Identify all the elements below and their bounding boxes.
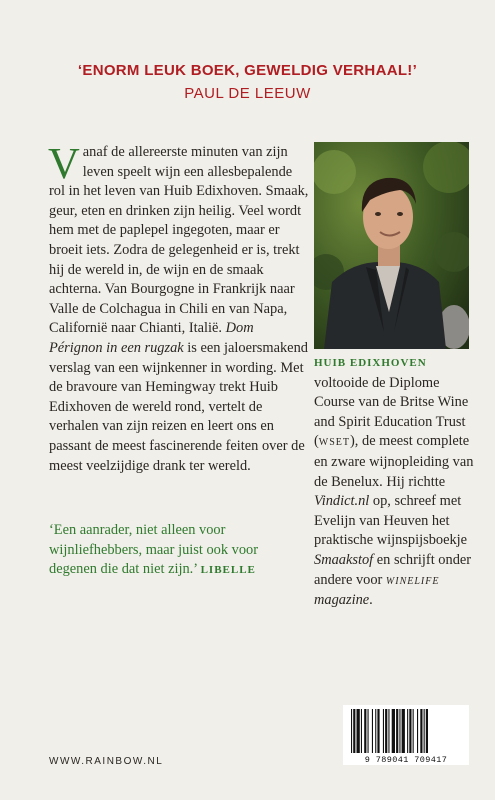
description-part-2: is een jaloersmakend verslag van een wijnkenner in wording. Met de bravoure van Hemingway trekt Huib Edixhoven de wereld rond, vertelt de verhalen van zijn reizen en leert ons en passant de meest fascinerende feiten over de meest veelzijdige drank ter wereld.: [49, 339, 308, 474]
magazine-name: WINELIFE: [385, 575, 440, 587]
isbn-barcode: [343, 705, 469, 765]
drop-cap: V: [48, 139, 80, 188]
website-name: Vindict.nl: [314, 493, 370, 510]
author-portrait-illustration: [314, 142, 469, 349]
author-bio: [314, 353, 474, 611]
booklet-title: Smaakstof: [314, 551, 374, 568]
blurb-text: ‘Een aanrader, niet alleen voor wijnliefhebbers, maar juist ook voor degenen die dat niet zijn.’: [49, 522, 259, 578]
magazine-suffix: magazine: [314, 592, 370, 609]
blurb-source: LIBELLE: [200, 564, 256, 577]
publisher-url: WWW.RAINBOW.NL: [49, 756, 164, 767]
description-part-1: anaf de allereerste minuten van zijn leven speelt wijn een allesbepalende rol in het leven van Huib Edixhoven. Smaak, geur, eten en drinken zijn heilig. Veel wordt hem met de paplepel ingegoten, maar er broeit iets. Zodra de gelegenheid er is, trekt hij de wereld in, de wijn en de smaak achterna. Van Bourgogne in Frankrijk naar Valle de Colchagua in Chili en van Napa, Californië naar Chianti, Italië.: [49, 144, 309, 337]
book-title: Dom Pérignon in een rugzak: [49, 320, 254, 356]
review-blurb: [49, 521, 309, 581]
bio-text-2: ), de meest complete en zware wijnopleiding van de Benelux. Hij richtte: [314, 433, 474, 490]
bio-text-5: .: [369, 592, 373, 609]
author-photo: [314, 142, 469, 349]
barcode-bars: [343, 705, 469, 755]
quote-text: ‘ENORM LEUK BOEK, GEWELDIG VERHAAL!’: [77, 62, 418, 79]
cover-quote: [0, 62, 495, 102]
isbn-number: 9 789041 709417: [343, 755, 469, 765]
bio-text-1: voltooide de Diplome Course van de Britse Wine and Spirit Education Trust (: [314, 374, 469, 450]
book-description: [48, 139, 309, 476]
bio-text-3: op, schreef met Evelijn van Heuven het praktische wijnspijsboekje: [314, 493, 468, 549]
bio-text-4: en schrijft onder andere voor: [314, 551, 472, 588]
quote-author: PAUL DE LEEUW: [184, 85, 311, 102]
author-name: HUIB EDIXHOVEN: [314, 357, 427, 369]
wset-abbrev: WSET: [318, 437, 351, 449]
